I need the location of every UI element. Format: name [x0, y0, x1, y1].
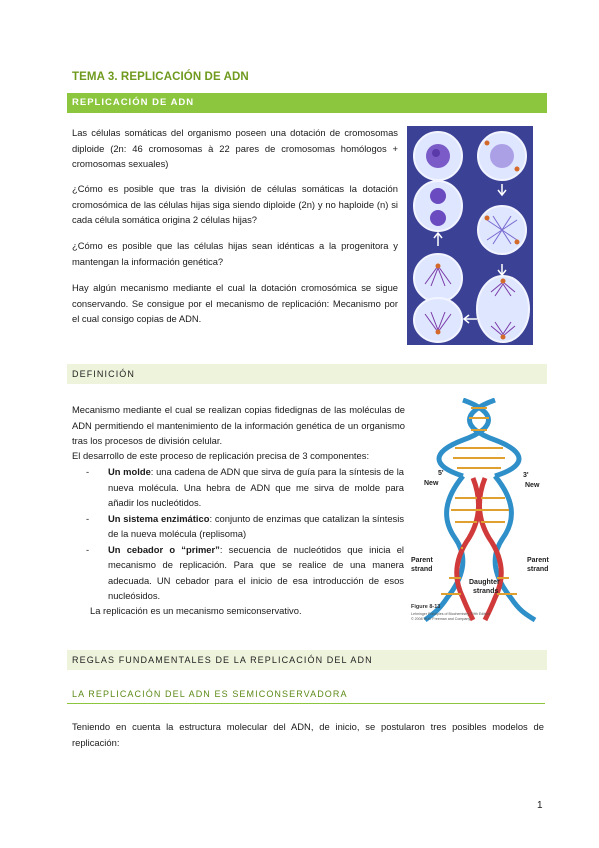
paragraph-definicion: Mecanismo mediante el cual se realizan copias fidedignas de las moléculas de ADN permitiendo el mantenimiento de la información genética de un organismo tras los procesos de división celular. — [72, 404, 405, 446]
paragraph-pregunta-diploide: ¿Cómo es posible que tras la división de células somáticas la dotación cromosómica de las células hijas siga siendo diploide (2n) y no haploide (n) si cada célula somática origina 2 células hijas? — [72, 183, 398, 225]
list-text: : secuencia de nucleótidos que inicia el mecanismo de replicación. Para que se realice de una manera adecuada. UN cebador para el inicio de esa introducción de esos nucleósidos. — [108, 543, 405, 601]
label-parent-right: Parent — [527, 557, 549, 564]
paragraph-mecanismo: Hay algún mecanismo mediante el cual la dotación cromosómica se sigue conservando. Se consigue por el mecanismo de replicación: Mecanismo por el cual consigo copias de ADN. — [72, 282, 398, 324]
list-term: Un cebador o “primer” — [108, 543, 220, 555]
figure-credit-book: Lehninger Principles of Biochemistry, Fifth Edition — [411, 612, 490, 616]
list-text: : conjunto de enzimas que catalizan la síntesis de la nueva molécula (replisoma) — [108, 512, 405, 539]
label-new-left: New — [424, 480, 439, 487]
label-daughter-strands: strands — [473, 588, 499, 595]
dna-replication-figure — [411, 398, 551, 626]
section-heading-definicion: DEFINICIÓN — [67, 364, 547, 384]
figure-caption: Figure 8-13 — [411, 604, 441, 610]
list-term: Un sistema enzimático — [108, 512, 210, 524]
list-dash: - — [86, 543, 90, 555]
figure-credit-copyright: © 2008 W.H. Freeman and Company — [411, 617, 471, 621]
list-dash: - — [86, 512, 90, 524]
list-term: Un molde — [108, 466, 151, 477]
page-title: TEMA 3. REPLICACIÓN DE ADN — [72, 71, 249, 83]
paragraph-semiconservativo: La replicación es un mecanismo semiconservativo. — [90, 605, 302, 616]
label-daughter: Daughter — [469, 579, 500, 586]
paragraph-componentes: El desarrollo de este proceso de replicación precisa de 3 componentes: — [72, 450, 370, 461]
label-parent-left: Parent — [411, 557, 433, 564]
label-3-prime: 3' — [523, 472, 529, 479]
section-heading-replicacion: REPLICACIÓN DE ADN — [67, 93, 547, 113]
list-item — [86, 542, 404, 604]
list-item — [86, 464, 404, 511]
list-item — [86, 511, 404, 542]
paragraph-pregunta-identicas: ¿Cómo es posible que las células hijas sean idénticas a la progenitora y mantengan la información genética? — [72, 240, 398, 267]
paragraph-celulas-somaticas: Las células somáticas del organismo poseen una dotación de cromosomas diploide (2n: 46 cromosomas à 22 pares de cromosomas homólogos + cromosomas sexuales) — [72, 127, 398, 169]
paragraph-modelos: Teniendo en cuenta la estructura molecular del ADN, de inicio, se postularon tres posibles modelos de replicación: — [72, 721, 544, 748]
label-strand-right: strand — [527, 566, 549, 573]
list-text: : una cadena de ADN que sirva de guía para la síntesis de la nueva molécula. Una hebra de ADN que me sirva de molde para añadir los nucleótidos. — [108, 466, 404, 508]
label-5-prime: 5' — [438, 470, 444, 477]
label-new-right: New — [525, 482, 540, 489]
section-heading-reglas: REGLAS FUNDAMENTALES DE LA REPLICACIÓN DEL ADN — [67, 650, 547, 670]
page-number: 1 — [537, 800, 543, 811]
label-strand-left: strand — [411, 566, 433, 573]
mitosis-figure — [407, 126, 533, 345]
subheading-semiconservadora: LA REPLICACIÓN DEL ADN ES SEMICONSERVADORA — [67, 685, 545, 704]
components-list — [86, 464, 404, 604]
list-dash: - — [86, 466, 90, 477]
